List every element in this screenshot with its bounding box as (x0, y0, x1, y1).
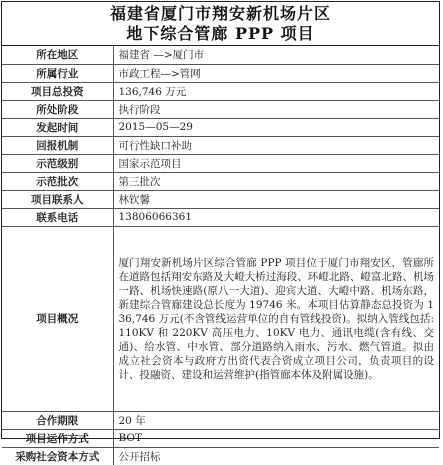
title-line-2: 地下综合管廊 PPP 项目 (126, 24, 315, 43)
row-value: 林钦馨 (113, 190, 439, 208)
row-value: 20 年 (113, 411, 439, 429)
row-value: 福建省 —>厦门市 (113, 46, 439, 64)
row-demo-level (2, 154, 439, 172)
row-project-overview (2, 226, 439, 411)
row-label: 采购社会资本方式 (2, 447, 113, 465)
row-industry (2, 64, 439, 82)
row-label: 项目概况 (2, 226, 113, 411)
row-value: 市政工程—>管网 (113, 64, 439, 82)
row-label: 发起时间 (2, 118, 113, 136)
row-label: 示范级别 (2, 154, 113, 172)
row-value: 国家示范项目 (113, 154, 439, 172)
row-start-date (2, 118, 439, 136)
row-label: 合作期限 (2, 411, 113, 429)
project-info-card (1, 1, 440, 463)
row-label: 项目运作方式 (2, 429, 113, 447)
row-value: 厦门翔安新机场片区综合管廊 PPP 项目位于厦门市翔安区，管廊所在道路包括翔安东路及大嶝大桥过海段、环嶝北路、嶝富北路、机场一路、机场快速路(原八一大道)、迎宾大道、大嶝中路、机场东路，新建综合管廊建设总长度为 19746 米。本项目估算静态总投资为 136,746 万元(不含管线运营单位的自有管线投资)。拟纳入管线包括:110KV 和 220KV 高压电力、10KV 电力、通讯电缆(含有线、交通)、给水管、中水管、部分道路纳入雨水、污水、燃气管道。拟由成立社会资本与政府方出资代表合资成立项目公司，负责项目的设计、投融资、建设和运营维护(指管廊本体及附属设施)。 (113, 226, 439, 411)
row-total-investment (2, 82, 439, 100)
row-contact-person (2, 190, 439, 208)
row-label: 示范批次 (2, 172, 113, 190)
row-return-mechanism (2, 136, 439, 154)
row-value: 公开招标 (113, 447, 439, 465)
row-label: 所处阶段 (2, 100, 113, 118)
row-cooperation-term (2, 411, 439, 429)
row-value: 可行性缺口补助 (113, 136, 439, 154)
row-procurement-method (2, 447, 439, 465)
row-value: 2015—05—29 (113, 118, 439, 136)
row-label: 联系电话 (2, 208, 113, 226)
row-label: 回报机制 (2, 136, 113, 154)
row-value: 13806066361 (113, 208, 439, 226)
row-label: 项目总投资 (2, 82, 113, 100)
row-stage (2, 100, 439, 118)
row-phone (2, 208, 439, 226)
row-label: 所属行业 (2, 64, 113, 82)
row-label: 所在地区 (2, 46, 113, 64)
row-value: 136,746 万元 (113, 82, 439, 100)
project-info-table (2, 46, 439, 465)
row-value: 第三批次 (113, 172, 439, 190)
row-region (2, 46, 439, 64)
row-label: 项目联系人 (2, 190, 113, 208)
title-line-1: 福建省厦门市翔安新机场片区 (109, 4, 331, 23)
row-value: BOT (113, 429, 439, 447)
row-demo-batch (2, 172, 439, 190)
title-block (2, 2, 439, 46)
row-operation-mode (2, 429, 439, 447)
row-value: 执行阶段 (113, 100, 439, 118)
